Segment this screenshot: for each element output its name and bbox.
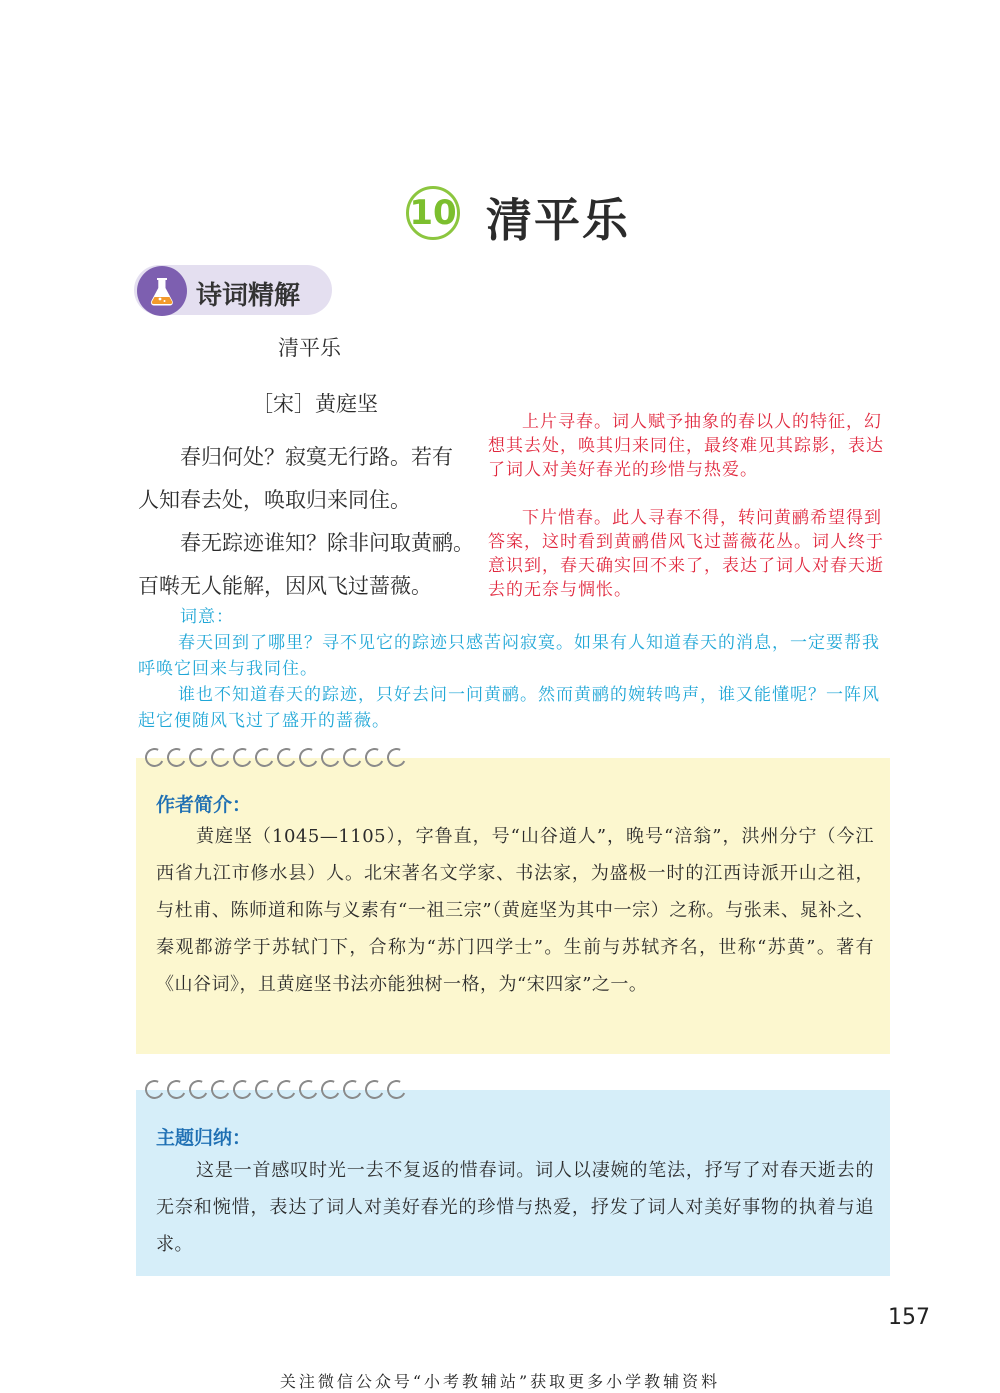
annotation-lower-stanza: 下片惜春。此人寻春不得，转问黄鹂希望得到答案，这时看到黄鹂借风飞过蔷薇花丛。词人终于意识到，春天确实回不来了，表达了词人对春天逝去的无奈与惆怅。 xyxy=(488,508,884,600)
poem-line: 春归何处？寂寞无行路。若有 xyxy=(180,445,453,469)
poem-author: ［宋］黄庭坚 xyxy=(252,392,378,416)
page-number: 157 xyxy=(888,1305,930,1330)
lesson-title: 清平乐 xyxy=(486,193,630,247)
poem-title: 清平乐 xyxy=(278,336,341,360)
theme-summary-label: 主题归纳： xyxy=(156,1127,252,1149)
footer-note: 关注微信公众号“小考教辅站”获取更多小学教辅资料 xyxy=(279,1372,721,1391)
annotation-upper-stanza: 上片寻春。词人赋予抽象的春以人的特征，幻想其去处，唤其归来同住，最终难见其踪影，表达了词人对美好春光的珍惜与热爱。 xyxy=(488,412,884,480)
lesson-number: 10 xyxy=(409,193,457,233)
poem-line: 百啭无人能解，因风飞过蔷薇。 xyxy=(138,574,432,598)
author-intro-label: 作者简介： xyxy=(156,794,252,816)
author-intro-text: 黄庭坚（1045—1105），字鲁直，号“山谷道人”，晚号“涪翁”，洪州分宁（今江西省九江市修水县）人。北宋著名文学家、书法家，为盛极一时的江西诗派开山之祖，与杜甫、陈师道和陈与义素有“一祖三宗”（黄庭坚为其中一宗）之称。与张耒、晁补之、秦观都游学于苏轼门下，合称为“苏门四学士”。生前与苏轼齐名，世称“苏黄”。著有《山谷词》，且黄庭坚书法亦能独树一格，为“宋四家”之一。 xyxy=(156,826,874,995)
flask-icon xyxy=(137,266,187,316)
poem-line: 人知春去处，唤取归来同住。 xyxy=(138,488,411,512)
meaning-text: 春天回到了哪里？寻不见它的踪迹只感苦闷寂寞。如果有人知道春天的消息，一定要帮我呼唤它回来与我同住。 xyxy=(138,633,880,679)
section-label: 诗词精解 xyxy=(196,281,301,311)
poem-line: 春无踪迹谁知？除非问取黄鹂。 xyxy=(180,531,474,555)
meaning-text: 谁也不知道春天的踪迹，只好去问一问黄鹂。然而黄鹂的婉转鸣声，谁又能懂呢？一阵风起它便随风飞过了盛开的蔷薇。 xyxy=(138,685,880,731)
meaning-label: 词意： xyxy=(180,607,234,627)
spiral-binding-decoration xyxy=(145,1080,406,1099)
spiral-binding-decoration xyxy=(145,748,406,767)
theme-summary-text: 这是一首感叹时光一去不复返的惜春词。词人以凄婉的笔法，抒写了对春天逝去的无奈和惋惜，表达了词人对美好春光的珍惜与热爱，抒发了词人对美好事物的执着与追求。 xyxy=(156,1160,874,1255)
lesson-number-badge xyxy=(406,186,460,240)
